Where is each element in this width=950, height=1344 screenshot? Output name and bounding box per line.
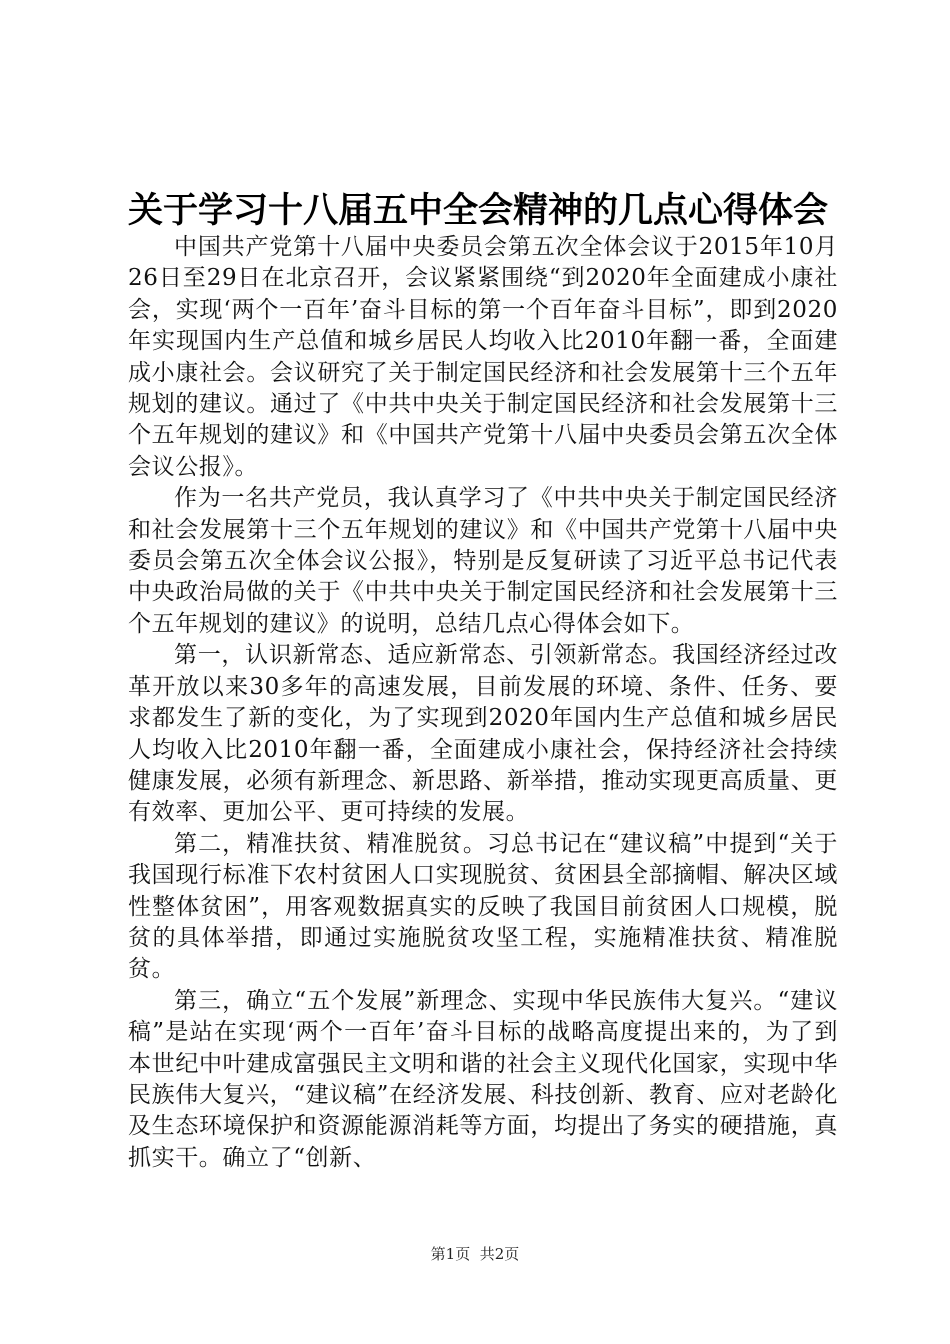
paragraph-point-one: 第一，认识新常态、适应新常态、引领新常态。我国经济经过改革开放以来30多年的高速发展，目前发展的环境、条件、任务、要求都发生了新的变化，为了实现到2020年国内生产总值和城乡居民人均收入比2010年翻一番，全面建成小康社会，保持经济社会持续健康发展，必须有新理念、新思路、新举措，推动实现更高质量、更有效率、更加公平、更可持续的发展。 (128, 642, 838, 826)
paragraph-point-two: 第二，精准扶贫、精准脱贫。习总书记在“建议稿”中提到“关于我国现行标准下农村贫困人口实现脱贫、贫困县全部摘帽、解决区域性整体贫困”，用客观数据真实的反映了我国目前贫困人口规模，脱贫的具体举措，即通过实施脱贫攻坚工程，实施精准扶贫、精准脱贫。 (128, 830, 838, 983)
footer-separator (470, 1245, 480, 1263)
paragraph-point-three: 第三，确立“五个发展”新理念、实现中华民族伟大复兴。“建议稿”是站在实现‘两个一百年’奋斗目标的战略高度提出来的，为了到本世纪中叶建成富强民主文明和谐的社会主义现代化国家，实现中华民族伟大复兴，“建议稿”在经济发展、科技创新、教育、应对老龄化及生态环境保护和资源能源消耗等方面，均提出了务实的硬措施，真抓实干。确立了“创新、 (128, 987, 838, 1171)
paragraph-study: 作为一名共产党员，我认真学习了《中共中央关于制定国民经济和社会发展第十三个五年规划的建议》和《中国共产党第十八届中央委员会第五次全体会议公报》，特别是反复研读了习近平总书记代表中央政治局做的关于《中共中央关于制定国民经济和社会发展第十三个五年规划的建议》的说明，总结几点心得体会如下。 (128, 485, 838, 637)
document-body (128, 232, 838, 1174)
paragraph-intro: 中国共产党第十八届中央委员会第五次全体会议于2015年10月26日至29日在北京召开，会议紧紧围绕“到2020年全面建成小康社会，实现‘两个一百年’奋斗目标的第一个百年奋斗目标”，即到2020年实现国内生产总值和城乡居民人均收入比2010年翻一番，全面建成小康社会。会议研究了关于制定国民经济和社会发展第十三个五年规划的建议。通过了《中共中央关于制定国民经济和社会发展第十三个五年规划的建议》和《中国共产党第十八届中央委员会第五次全体会议公报》。 (128, 234, 838, 480)
page-total: 共2页 (479, 1245, 520, 1263)
document-title: 关于学习十八届五中全会精神的几点心得体会 (128, 191, 829, 231)
page-footer (0, 1244, 950, 1264)
page-number: 第1页 (430, 1245, 471, 1263)
